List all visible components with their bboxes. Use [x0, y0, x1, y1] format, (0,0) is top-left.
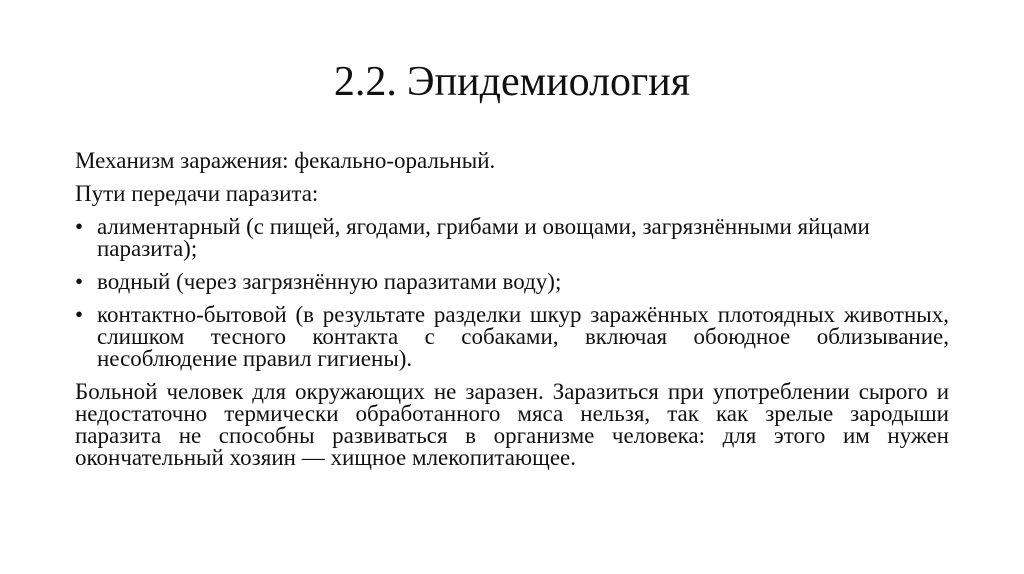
- list-item: [75, 216, 949, 260]
- route-water: водный (через загрязнённую паразитами воду);: [97, 269, 562, 294]
- list-item: [75, 304, 949, 370]
- section-number: 2.2.: [333, 59, 397, 105]
- bullet-icon: •: [75, 269, 84, 294]
- conclusion-text: Больной человек для окружающих не заразен. Заразиться при употреблении сырого и недостаточно термически обработанного мяса нельзя, так как зрелые зародыши паразита не способны развиваться в организме человека: для этого им нужен окончательный хозяин — хищное млекопитающее.: [75, 379, 949, 470]
- route-alimentary: алиментарный (с пищей, ягодами, грибами и овощами, загрязнёнными яйцами паразита);: [97, 214, 870, 261]
- bullet-icon: •: [75, 302, 84, 327]
- routes-heading: Пути передачи паразита:: [75, 181, 319, 206]
- route-contact: контактно-бытовой (в результате разделки шкур заражённых плотоядных животных, слишком тесного контакта с собаками, включая обоюдное облизывание, несоблюдение правил гигиены).: [97, 302, 949, 371]
- mechanism-text: Механизм заражения: фекально-оральный.: [75, 148, 496, 173]
- title-text: Эпидемиология: [406, 59, 691, 105]
- list-item: [75, 271, 949, 293]
- routes-list: [75, 216, 949, 370]
- slide-content: [75, 150, 949, 480]
- bullet-icon: •: [75, 214, 84, 239]
- slide-title: [0, 56, 1024, 108]
